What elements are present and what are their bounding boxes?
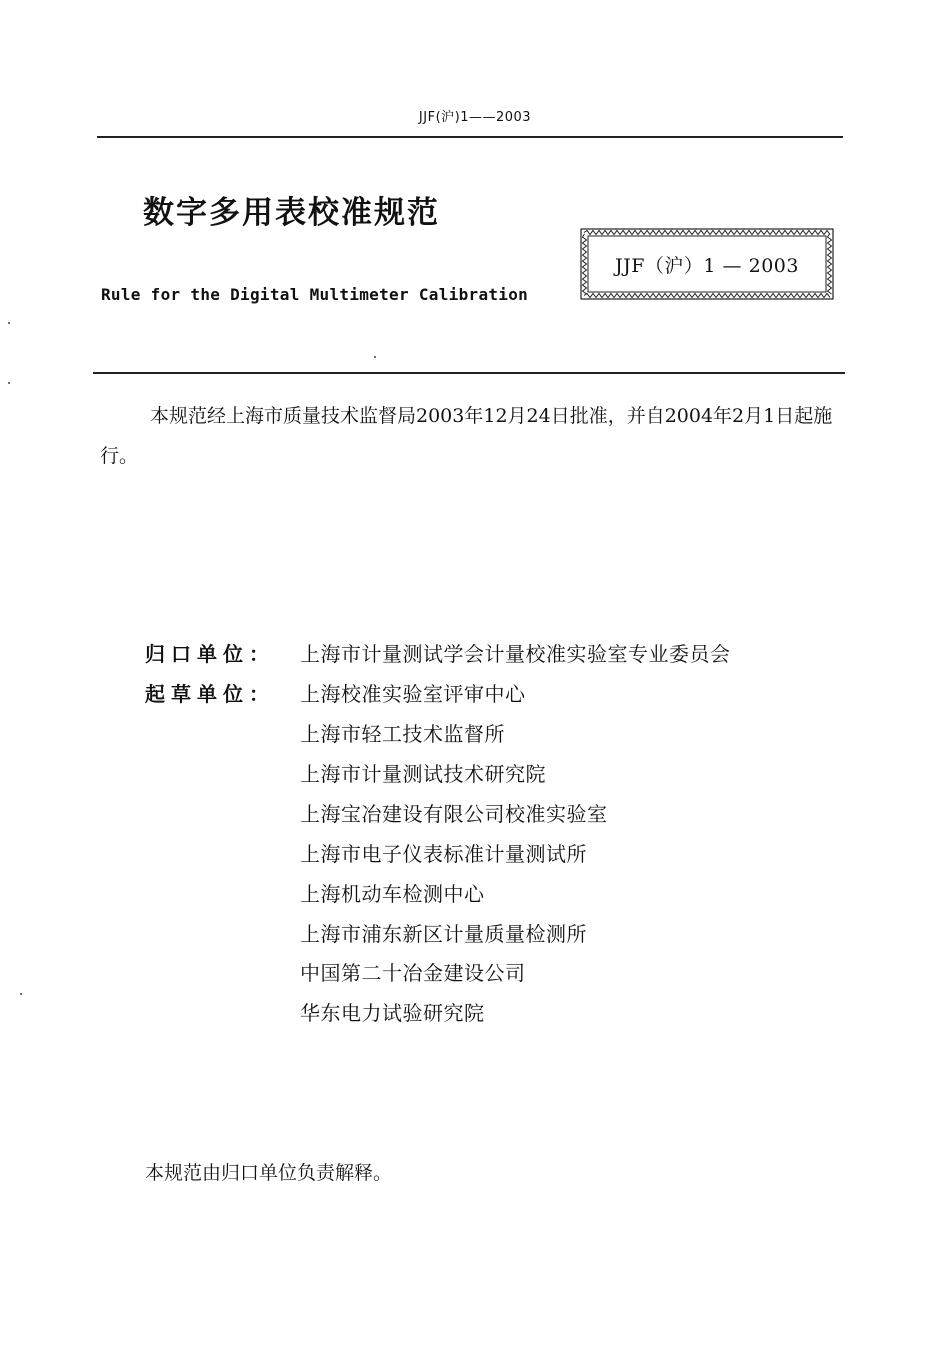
responsible-unit-name: 上海市计量测试学会计量校准实验室专业委员会 xyxy=(300,642,731,666)
standard-code-box xyxy=(580,228,834,300)
scan-speck xyxy=(8,322,10,324)
header-standard-code: JJF(沪)1——2003 xyxy=(418,110,532,125)
section-divider xyxy=(93,372,845,374)
drafting-unit-item: 上海校准实验室评审中心 xyxy=(300,682,526,706)
drafting-unit-item: 上海机动车检测中心 xyxy=(300,882,485,906)
scan-speck xyxy=(8,382,10,384)
drafting-unit-item: 上海宝冶建设有限公司校准实验室 xyxy=(300,802,608,826)
document-title-english: Rule for the Digital Multimeter Calibration xyxy=(101,285,529,304)
responsible-unit-label: 归口单位： xyxy=(145,642,275,666)
drafting-unit-item: 中国第二十冶金建设公司 xyxy=(300,961,526,985)
drafting-unit-item: 华东电力试验研究院 xyxy=(300,1001,485,1025)
scan-speck xyxy=(374,356,376,358)
scan-speck xyxy=(20,993,22,995)
approval-statement: 本规范经上海市质量技术监督局2003年12月24日批准，并自2004年2月1日起施行。 xyxy=(100,405,833,467)
drafting-unit-item: 上海市计量测试技术研究院 xyxy=(300,762,546,786)
drafting-unit-item: 上海市浦东新区计量质量检测所 xyxy=(300,922,587,946)
interpretation-note: 本规范由归口单位负责解释。 xyxy=(145,1162,393,1184)
document-title-chinese: 数字多用表校准规范 xyxy=(143,195,440,231)
drafting-unit-label: 起草单位： xyxy=(145,682,275,706)
drafting-unit-item: 上海市电子仪表标准计量测试所 xyxy=(300,842,587,866)
header-divider xyxy=(97,136,843,138)
standard-code-text: JJF（沪）1 — 2003 xyxy=(615,254,799,277)
drafting-unit-item: 上海市轻工技术监督所 xyxy=(300,722,505,746)
